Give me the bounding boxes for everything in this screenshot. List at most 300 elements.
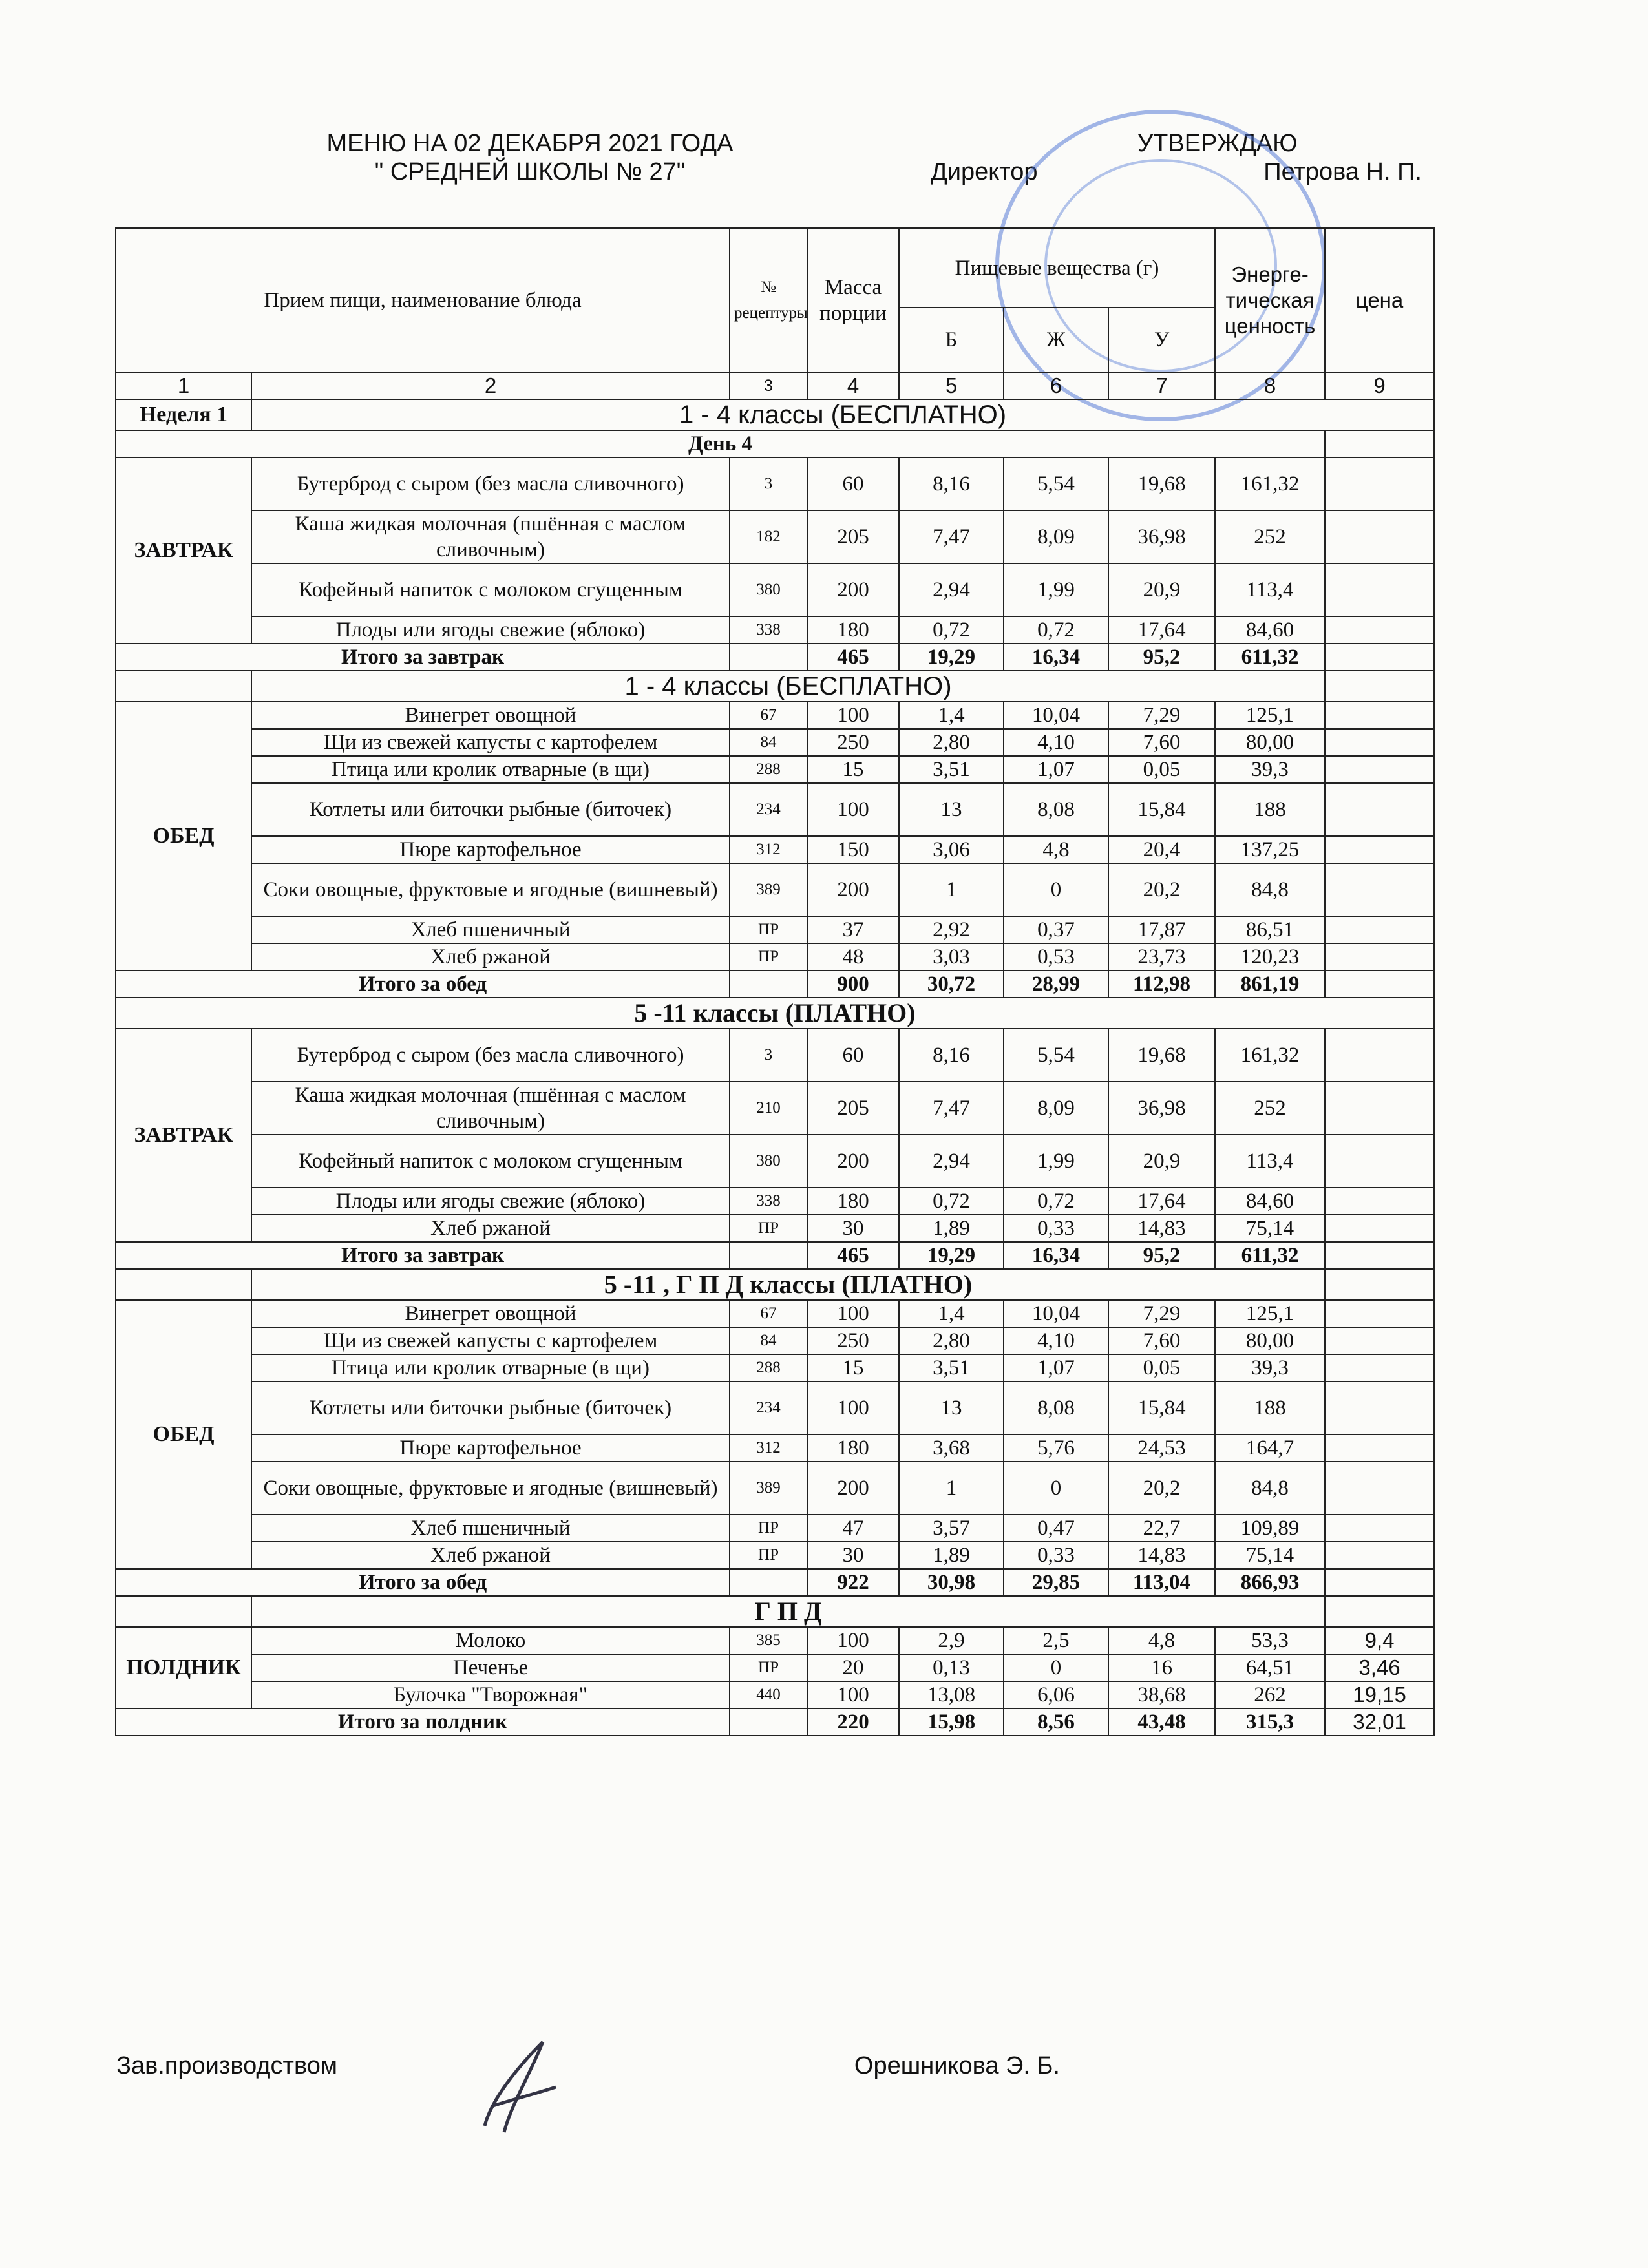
table-row (116, 510, 1434, 563)
empty-cell (116, 671, 251, 702)
dish-name: Винегрет овощной (251, 702, 730, 729)
cell-price (1325, 702, 1434, 729)
dish-name: Бутерброд с сыром (без масла сливочного) (251, 457, 730, 510)
table-row (116, 836, 1434, 863)
cell-price (1325, 836, 1434, 863)
cell-zh: 10,04 (1004, 702, 1108, 729)
cell-price (1325, 457, 1434, 510)
cell-mass: 200 (807, 863, 899, 916)
cell-mass: 100 (807, 1300, 899, 1327)
signature-footer (116, 2052, 1060, 2080)
cell-energy: 109,89 (1215, 1515, 1325, 1542)
total-row (116, 644, 1434, 671)
cell-energy: 188 (1215, 1381, 1325, 1434)
dish-name: Хлеб ржаной (251, 1215, 730, 1242)
cell-zh: 8,08 (1004, 1381, 1108, 1434)
footer-name: Орешникова Э. Б. (854, 2052, 1060, 2079)
dish-name: Хлеб ржаной (251, 943, 730, 971)
table-row (116, 563, 1434, 616)
cell-mass: 60 (807, 457, 899, 510)
cell-zh: 0,33 (1004, 1542, 1108, 1569)
col-header-mass: Масса порции (807, 228, 899, 372)
cell-recipe: ПР (730, 916, 807, 943)
cell-b: 1 (899, 1462, 1004, 1515)
col-num: 7 (1108, 372, 1215, 399)
col-header-recipe: № рецептуры (730, 228, 807, 372)
table-row (116, 1327, 1434, 1354)
cell-mass: 20 (807, 1654, 899, 1681)
meal-label: ОБЕД (116, 702, 251, 971)
cell-b: 13,08 (899, 1681, 1004, 1708)
empty-cell (730, 1242, 807, 1269)
cell-price (1325, 1300, 1434, 1327)
table-row (116, 1082, 1434, 1135)
cell-recipe: 84 (730, 1327, 807, 1354)
cell-price (1325, 916, 1434, 943)
dish-name: Хлеб ржаной (251, 1542, 730, 1569)
cell-recipe: 288 (730, 1354, 807, 1381)
dish-name: Котлеты или биточки рыбные (биточек) (251, 1381, 730, 1434)
cell-u: 7,29 (1108, 702, 1215, 729)
table-row (116, 756, 1434, 783)
cell-u: 17,64 (1108, 1188, 1215, 1215)
cell-recipe: 182 (730, 510, 807, 563)
cell-energy: 164,7 (1215, 1434, 1325, 1462)
empty-cell (116, 1596, 251, 1627)
cell-recipe: 67 (730, 702, 807, 729)
cell-u: 4,8 (1108, 1627, 1215, 1654)
cell-zh: 0,72 (1004, 616, 1108, 644)
cell-zh: 1,07 (1004, 1354, 1108, 1381)
dish-name: Молоко (251, 1627, 730, 1654)
cell-u: 15,84 (1108, 1381, 1215, 1434)
col-num: 1 (116, 372, 251, 399)
column-numbers-row (116, 372, 1434, 399)
cell-zh: 0,53 (1004, 943, 1108, 971)
cell-mass: 205 (807, 1082, 899, 1135)
col-header-name: Прием пищи, наименование блюда (116, 228, 730, 372)
cell-mass: 15 (807, 756, 899, 783)
week-label: Неделя 1 (116, 399, 251, 430)
table-row (116, 616, 1434, 644)
cell-price (1325, 563, 1434, 616)
total-price: 32,01 (1325, 1708, 1434, 1736)
total-mass: 220 (807, 1708, 899, 1736)
cell-mass: 47 (807, 1515, 899, 1542)
cell-u: 0,05 (1108, 756, 1215, 783)
cell-b: 3,51 (899, 1354, 1004, 1381)
cell-zh: 0 (1004, 1654, 1108, 1681)
cell-energy: 262 (1215, 1681, 1325, 1708)
cell-price (1325, 616, 1434, 644)
cell-price (1325, 1188, 1434, 1215)
cell-energy: 84,60 (1215, 1188, 1325, 1215)
cell-u: 7,29 (1108, 1300, 1215, 1327)
total-zh: 28,99 (1004, 971, 1108, 998)
cell-recipe: 234 (730, 783, 807, 836)
cell-price (1325, 1462, 1434, 1515)
approve-label: УТВЕРЖДАЮ (1137, 130, 1298, 157)
cell-b: 0,72 (899, 1188, 1004, 1215)
menu-title (304, 129, 756, 186)
dish-name: Щи из свежей капусты с картофелем (251, 729, 730, 756)
cell-b: 3,51 (899, 756, 1004, 783)
cell-energy: 125,1 (1215, 1300, 1325, 1327)
total-zh: 16,34 (1004, 1242, 1108, 1269)
table-row (116, 1188, 1434, 1215)
total-b: 19,29 (899, 644, 1004, 671)
cell-zh: 2,5 (1004, 1627, 1108, 1654)
cell-recipe: 389 (730, 1462, 807, 1515)
cell-zh: 5,54 (1004, 457, 1108, 510)
dish-name: Булочка "Творожная" (251, 1681, 730, 1708)
total-energy: 861,19 (1215, 971, 1325, 998)
empty-cell (1325, 1596, 1434, 1627)
day-row (116, 430, 1434, 457)
cell-recipe: 338 (730, 1188, 807, 1215)
total-zh: 16,34 (1004, 644, 1108, 671)
cell-b: 0,13 (899, 1654, 1004, 1681)
dish-name: Печенье (251, 1654, 730, 1681)
cell-mass: 250 (807, 729, 899, 756)
cell-recipe: 385 (730, 1627, 807, 1654)
cell-price (1325, 783, 1434, 836)
dish-name: Плоды или ягоды свежие (яблоко) (251, 1188, 730, 1215)
cell-recipe: 312 (730, 1434, 807, 1462)
day-label: День 4 (116, 430, 1325, 457)
cell-mass: 200 (807, 563, 899, 616)
cell-energy: 84,60 (1215, 616, 1325, 644)
total-mass: 465 (807, 1242, 899, 1269)
cell-zh: 0,72 (1004, 1188, 1108, 1215)
dish-name: Щи из свежей капусты с картофелем (251, 1327, 730, 1354)
cell-mass: 100 (807, 783, 899, 836)
empty-cell (1325, 671, 1434, 702)
cell-mass: 200 (807, 1462, 899, 1515)
table-row (116, 1300, 1434, 1327)
cell-recipe: 234 (730, 1381, 807, 1434)
cell-u: 17,87 (1108, 916, 1215, 943)
cell-mass: 37 (807, 916, 899, 943)
cell-u: 20,4 (1108, 836, 1215, 863)
total-zh: 8,56 (1004, 1708, 1108, 1736)
cell-b: 2,92 (899, 916, 1004, 943)
cell-energy: 64,51 (1215, 1654, 1325, 1681)
cell-mass: 180 (807, 1188, 899, 1215)
section-title: 5 -11 , Г П Д классы (ПЛАТНО) (251, 1269, 1325, 1300)
cell-energy: 39,3 (1215, 1354, 1325, 1381)
cell-energy: 75,14 (1215, 1215, 1325, 1242)
empty-cell (730, 971, 807, 998)
total-b: 30,98 (899, 1569, 1004, 1596)
col-num: 6 (1004, 372, 1108, 399)
table-row (116, 1654, 1434, 1681)
total-u: 95,2 (1108, 1242, 1215, 1269)
cell-mass: 100 (807, 1627, 899, 1654)
cell-recipe: 3 (730, 1029, 807, 1082)
total-label: Итого за обед (116, 1569, 730, 1596)
cell-energy: 84,8 (1215, 863, 1325, 916)
total-mass: 900 (807, 971, 899, 998)
menu-title-line1: МЕНЮ НА 02 ДЕКАБРЯ 2021 ГОДА (326, 130, 734, 157)
cell-zh: 6,06 (1004, 1681, 1108, 1708)
cell-mass: 30 (807, 1215, 899, 1242)
cell-b: 3,68 (899, 1434, 1004, 1462)
cell-zh: 0,37 (1004, 916, 1108, 943)
cell-price (1325, 1515, 1434, 1542)
table-row (116, 1354, 1434, 1381)
table-row (116, 1462, 1434, 1515)
cell-u: 24,53 (1108, 1434, 1215, 1462)
cell-energy: 80,00 (1215, 1327, 1325, 1354)
cell-mass: 205 (807, 510, 899, 563)
cell-b: 1,4 (899, 1300, 1004, 1327)
cell-mass: 60 (807, 1029, 899, 1082)
col-header-energy: Энерге-тическая ценность (1215, 228, 1325, 372)
cell-b: 1,4 (899, 702, 1004, 729)
cell-b: 3,57 (899, 1515, 1004, 1542)
cell-recipe: ПР (730, 1515, 807, 1542)
cell-u: 0,05 (1108, 1354, 1215, 1381)
total-label: Итого за полдник (116, 1708, 730, 1736)
table-row (116, 916, 1434, 943)
section-row (116, 671, 1434, 702)
cell-b: 3,03 (899, 943, 1004, 971)
menu-table-body (116, 228, 1434, 1736)
cell-b: 8,16 (899, 1029, 1004, 1082)
cell-u: 7,60 (1108, 729, 1215, 756)
total-u: 95,2 (1108, 644, 1215, 671)
cell-b: 13 (899, 1381, 1004, 1434)
total-b: 30,72 (899, 971, 1004, 998)
col-header-u: У (1108, 308, 1215, 372)
cell-price (1325, 729, 1434, 756)
table-row (116, 1135, 1434, 1188)
empty-cell (730, 644, 807, 671)
cell-recipe: ПР (730, 1654, 807, 1681)
cell-u: 7,60 (1108, 1327, 1215, 1354)
section-row (116, 1269, 1434, 1300)
section-title: 5 -11 классы (ПЛАТНО) (116, 998, 1434, 1029)
cell-u: 23,73 (1108, 943, 1215, 971)
dish-name: Хлеб пшеничный (251, 1515, 730, 1542)
cell-b: 3,06 (899, 836, 1004, 863)
cell-mass: 100 (807, 702, 899, 729)
section-row (116, 998, 1434, 1029)
cell-price: 3,46 (1325, 1654, 1434, 1681)
dish-name: Пюре картофельное (251, 836, 730, 863)
total-u: 113,04 (1108, 1569, 1215, 1596)
col-header-b: Б (899, 308, 1004, 372)
cell-energy: 84,8 (1215, 1462, 1325, 1515)
dish-name: Птица или кролик отварные (в щи) (251, 756, 730, 783)
cell-price (1325, 1354, 1434, 1381)
cell-zh: 8,09 (1004, 510, 1108, 563)
empty-cell (1325, 1269, 1434, 1300)
cell-recipe: 288 (730, 756, 807, 783)
cell-zh: 1,99 (1004, 1135, 1108, 1188)
cell-recipe: ПР (730, 1215, 807, 1242)
cell-b: 1 (899, 863, 1004, 916)
cell-price (1325, 510, 1434, 563)
cell-b: 8,16 (899, 457, 1004, 510)
cell-zh: 0,33 (1004, 1215, 1108, 1242)
cell-zh: 4,10 (1004, 729, 1108, 756)
footer-position: Зав.производством (116, 2052, 337, 2079)
total-b: 19,29 (899, 1242, 1004, 1269)
cell-recipe: 338 (730, 616, 807, 644)
cell-energy: 53,3 (1215, 1627, 1325, 1654)
cell-u: 20,2 (1108, 863, 1215, 916)
cell-energy: 113,4 (1215, 563, 1325, 616)
cell-b: 7,47 (899, 1082, 1004, 1135)
col-num: 5 (899, 372, 1004, 399)
total-row (116, 1708, 1434, 1736)
handwritten-signature (465, 2029, 569, 2139)
dish-name: Соки овощные, фруктовые и ягодные (вишневый) (251, 863, 730, 916)
total-energy: 315,3 (1215, 1708, 1325, 1736)
table-row (116, 457, 1434, 510)
cell-u: 20,2 (1108, 1462, 1215, 1515)
cell-u: 16 (1108, 1654, 1215, 1681)
total-row (116, 1242, 1434, 1269)
cell-b: 2,94 (899, 563, 1004, 616)
dish-name: Кофейный напиток с молоком сгущенным (251, 1135, 730, 1188)
meal-label: ЗАВТРАК (116, 457, 251, 644)
cell-energy: 39,3 (1215, 756, 1325, 783)
cell-price: 19,15 (1325, 1681, 1434, 1708)
cell-u: 19,68 (1108, 1029, 1215, 1082)
col-header-zh: Ж (1004, 308, 1108, 372)
cell-b: 1,89 (899, 1542, 1004, 1569)
cell-b: 7,47 (899, 510, 1004, 563)
total-label: Итого за обед (116, 971, 730, 998)
total-energy: 611,32 (1215, 1242, 1325, 1269)
cell-price (1325, 1215, 1434, 1242)
cell-u: 22,7 (1108, 1515, 1215, 1542)
meal-label: ЗАВТРАК (116, 1029, 251, 1242)
cell-zh: 0 (1004, 863, 1108, 916)
total-mass: 922 (807, 1569, 899, 1596)
total-b: 15,98 (899, 1708, 1004, 1736)
total-price (1325, 1242, 1434, 1269)
total-zh: 29,85 (1004, 1569, 1108, 1596)
cell-mass: 180 (807, 616, 899, 644)
cell-energy: 80,00 (1215, 729, 1325, 756)
cell-price (1325, 1135, 1434, 1188)
total-energy: 611,32 (1215, 644, 1325, 671)
table-row (116, 702, 1434, 729)
cell-energy: 188 (1215, 783, 1325, 836)
cell-zh: 1,99 (1004, 563, 1108, 616)
total-energy: 866,93 (1215, 1569, 1325, 1596)
cell-u: 36,98 (1108, 1082, 1215, 1135)
cell-mass: 48 (807, 943, 899, 971)
empty-cell (116, 1269, 251, 1300)
cell-u: 14,83 (1108, 1542, 1215, 1569)
cell-b: 13 (899, 783, 1004, 836)
cell-energy: 161,32 (1215, 457, 1325, 510)
director-name: Петрова Н. П. (1263, 158, 1422, 185)
cell-energy: 161,32 (1215, 1029, 1325, 1082)
cell-zh: 5,54 (1004, 1029, 1108, 1082)
menu-title-line2: " СРЕДНЕЙ ШКОЛЫ № 27" (374, 158, 686, 185)
total-price (1325, 971, 1434, 998)
cell-price (1325, 943, 1434, 971)
dish-name: Каша жидкая молочная (пшённая с маслом сливочным) (251, 1082, 730, 1135)
cell-price (1325, 1327, 1434, 1354)
cell-mass: 180 (807, 1434, 899, 1462)
cell-recipe: 210 (730, 1082, 807, 1135)
cell-zh: 8,08 (1004, 783, 1108, 836)
cell-energy: 86,51 (1215, 916, 1325, 943)
week-row (116, 399, 1434, 430)
meal-label: ПОЛДНИК (116, 1627, 251, 1708)
dish-name: Каша жидкая молочная (пшённая с маслом сливочным) (251, 510, 730, 563)
total-row (116, 1569, 1434, 1596)
cell-energy: 75,14 (1215, 1542, 1325, 1569)
cell-price (1325, 1434, 1434, 1462)
cell-recipe: 440 (730, 1681, 807, 1708)
col-num: 3 (730, 372, 807, 399)
table-row (116, 863, 1434, 916)
cell-u: 15,84 (1108, 783, 1215, 836)
cell-u: 36,98 (1108, 510, 1215, 563)
section-title: 1 - 4 классы (БЕСПЛАТНО) (251, 671, 1325, 702)
cell-recipe: ПР (730, 1542, 807, 1569)
cell-mass: 200 (807, 1135, 899, 1188)
dish-name: Котлеты или биточки рыбные (биточек) (251, 783, 730, 836)
cell-u: 38,68 (1108, 1681, 1215, 1708)
cell-mass: 100 (807, 1381, 899, 1434)
cell-mass: 250 (807, 1327, 899, 1354)
col-header-nutrients: Пищевые вещества (г) (899, 228, 1215, 308)
section-title: Г П Д (251, 1596, 1325, 1627)
dish-name: Хлеб пшеничный (251, 916, 730, 943)
cell-price (1325, 756, 1434, 783)
table-row (116, 1542, 1434, 1569)
dish-name: Бутерброд с сыром (без масла сливочного) (251, 1029, 730, 1082)
col-num: 4 (807, 372, 899, 399)
col-num: 9 (1325, 372, 1434, 399)
dish-name: Соки овощные, фруктовые и ягодные (вишневый) (251, 1462, 730, 1515)
cell-b: 2,80 (899, 729, 1004, 756)
table-row (116, 1627, 1434, 1654)
cell-mass: 15 (807, 1354, 899, 1381)
cell-zh: 5,76 (1004, 1434, 1108, 1462)
total-label: Итого за завтрак (116, 1242, 730, 1269)
section-title: 1 - 4 классы (БЕСПЛАТНО) (251, 399, 1434, 430)
dish-name: Плоды или ягоды свежие (яблоко) (251, 616, 730, 644)
col-num: 8 (1215, 372, 1325, 399)
cell-zh: 1,07 (1004, 756, 1108, 783)
total-label: Итого за завтрак (116, 644, 730, 671)
cell-price (1325, 863, 1434, 916)
cell-recipe: 380 (730, 563, 807, 616)
cell-mass: 100 (807, 1681, 899, 1708)
total-u: 43,48 (1108, 1708, 1215, 1736)
cell-price (1325, 1542, 1434, 1569)
cell-recipe: 312 (730, 836, 807, 863)
cell-u: 14,83 (1108, 1215, 1215, 1242)
table-row (116, 1029, 1434, 1082)
empty-cell (730, 1569, 807, 1596)
empty-cell (730, 1708, 807, 1736)
section-row (116, 1596, 1434, 1627)
dish-name: Кофейный напиток с молоком сгущенным (251, 563, 730, 616)
cell-zh: 4,8 (1004, 836, 1108, 863)
cell-price (1325, 1381, 1434, 1434)
